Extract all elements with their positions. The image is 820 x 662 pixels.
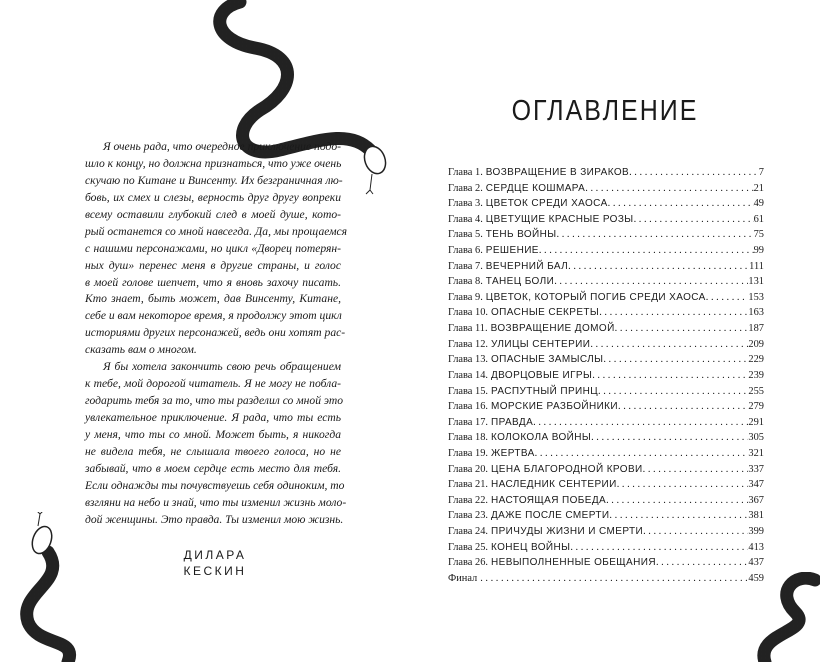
page-number: 75 <box>753 229 764 241</box>
page-number: 279 <box>748 401 764 413</box>
toc-entry[interactable] <box>448 259 764 275</box>
snake-illustration-bottom-left <box>8 512 98 662</box>
text-line: сказать вам о многом. <box>85 343 197 357</box>
page-number: 291 <box>748 416 764 428</box>
text-line: Если однажды ты почувствуешь себя одиноким, то <box>85 478 345 492</box>
toc-entry[interactable] <box>448 227 764 243</box>
page-number: 99 <box>753 245 764 257</box>
text-line: годарить тебя за то, что ты разделил со мной это <box>85 394 344 408</box>
page-number: 381 <box>748 510 764 522</box>
toc-entry[interactable] <box>448 493 764 509</box>
chapter-title: ВОЗВРАЩЕНИЕ ДОМОЙ <box>490 323 615 335</box>
toc-entry[interactable] <box>448 212 764 228</box>
page-number: 153 <box>748 291 764 303</box>
dot-leader <box>609 508 748 524</box>
toc-entry[interactable] <box>448 384 764 400</box>
dot-leader <box>570 540 748 556</box>
page-number: 209 <box>748 338 764 350</box>
text-line: увлекательное приключение. Я рада, что ты есть <box>85 411 341 424</box>
chapter-title: ЦВЕТУЩИЕ КРАСНЫЕ РОЗЫ <box>485 213 634 225</box>
chapter-label: Глава 5. <box>448 229 483 241</box>
dot-leader <box>618 399 748 415</box>
chapter-label: Глава 1. <box>448 167 483 178</box>
table-of-contents <box>448 165 764 586</box>
chapter-title: НЕВЫПОЛНЕННЫЕ ОБЕЩАНИЯ <box>491 557 656 569</box>
dot-leader <box>568 259 749 275</box>
text-line: Я бы хотела закончить свою речь обращением <box>103 360 341 374</box>
dot-leader <box>629 165 759 181</box>
page-number: 187 <box>748 323 764 335</box>
chapter-label: Глава 19. <box>448 447 488 459</box>
text-line: бовь, их смех и слезы, верность друг другу вопреки <box>85 190 341 204</box>
dot-leader <box>634 212 754 228</box>
chapter-title: МОРСКИЕ РАЗБОЙНИКИ <box>491 401 618 413</box>
toc-entry[interactable] <box>448 181 764 197</box>
dot-leader <box>535 446 749 462</box>
chapter-title: ДАЖЕ ПОСЛЕ СМЕРТИ <box>491 510 610 522</box>
toc-entry[interactable] <box>448 352 764 368</box>
author-signature: ДИЛАРА КЕСКИН <box>183 548 247 578</box>
chapter-label: Глава 2. <box>448 182 483 194</box>
chapter-title: ТАНЕЦ БОЛИ <box>485 276 555 288</box>
chapter-label: Глава 14. <box>448 369 488 381</box>
toc-entry[interactable] <box>448 446 764 462</box>
toc-entry[interactable] <box>448 555 764 571</box>
page-number: 347 <box>748 479 764 491</box>
chapter-title: ЦВЕТОК, КОТОРЫЙ ПОГИБ СРЕДИ ХАОСА <box>485 291 706 303</box>
page-number: 49 <box>753 198 764 210</box>
text-line: шло к концу, но должна признаться, что уже очень <box>85 156 342 170</box>
chapter-label: Глава 18. <box>448 432 488 444</box>
chapter-title: ВОЗВРАЩЕНИЕ В ЗИРАКОВ <box>485 167 630 178</box>
chapter-title: НАСТОЯЩАЯ ПОБЕДА <box>491 494 607 506</box>
page-number: 61 <box>753 213 764 225</box>
toc-entry[interactable] <box>448 337 764 353</box>
page-number: 131 <box>748 276 764 288</box>
page-number: 413 <box>748 541 764 553</box>
chapter-label: Финал <box>448 572 478 584</box>
chapter-label: Глава 22. <box>448 494 488 506</box>
dot-leader <box>539 243 754 259</box>
toc-entry[interactable] <box>448 571 764 587</box>
chapter-label: Глава 26. <box>448 557 488 569</box>
chapter-label: Глава 8. <box>448 276 483 288</box>
chapter-title: ОПАСНЫЕ СЕКРЕТЫ <box>491 307 600 319</box>
chapter-label: Глава 6. <box>448 245 483 257</box>
dot-leader <box>643 524 748 540</box>
page-number: 321 <box>748 447 764 459</box>
chapter-label: Глава 13. <box>448 354 488 366</box>
text-line: взгляни на небо и знай, что ты изменил жизнь моло- <box>85 495 347 509</box>
chapter-title: ОПАСНЫЕ ЗАМЫСЛЫ <box>491 354 604 366</box>
chapter-title: ЖЕРТВА <box>491 447 535 459</box>
chapter-label: Глава 7. <box>448 260 483 272</box>
text-line: у меня, что ты со мной. Может быть, я никогда <box>85 427 341 441</box>
dot-leader <box>603 352 748 368</box>
dot-leader <box>706 290 749 306</box>
page-number: 239 <box>748 369 764 381</box>
dot-leader <box>554 274 748 290</box>
chapter-label: Глава 9. <box>448 291 483 303</box>
toc-entry[interactable] <box>448 274 764 290</box>
toc-entry[interactable] <box>448 196 764 212</box>
dot-leader <box>585 181 753 197</box>
chapter-title: СЕРДЦЕ КОШМАРА <box>485 182 586 194</box>
chapter-label: Глава 23. <box>448 510 488 522</box>
page-number: 337 <box>748 463 764 475</box>
dot-leader <box>480 571 748 587</box>
text-line: не видела тебя, не слышала твоего голоса, но не <box>85 444 341 458</box>
text-line: историями других персонажей, ведь они хотят рас- <box>85 326 346 340</box>
toc-entry[interactable] <box>448 321 764 337</box>
page-number: 229 <box>748 354 764 366</box>
chapter-label: Глава 11. <box>448 323 488 335</box>
chapter-title: ПРАВДА <box>491 416 534 428</box>
toc-entry[interactable] <box>448 305 764 321</box>
dot-leader <box>592 368 748 384</box>
chapter-label: Глава 25. <box>448 541 488 553</box>
chapter-title: ДВОРЦОВЫЕ ИГРЫ <box>491 369 593 381</box>
text-line: забывай, что в моем сердце есть место для тебя. <box>85 461 341 475</box>
dot-leader <box>615 321 749 337</box>
chapter-label: Глава 16. <box>448 401 488 413</box>
page-number: 305 <box>748 432 764 444</box>
dot-leader <box>557 227 754 243</box>
chapter-title: КОНЕЦ ВОЙНЫ <box>491 541 571 553</box>
toc-entry[interactable] <box>448 477 764 493</box>
dot-leader <box>591 430 748 446</box>
chapter-title: ВЕЧЕРНИЙ БАЛ <box>485 260 569 272</box>
text-line: Кто знает, быть может, дав Винсенту, Китане, <box>85 292 341 306</box>
chapter-title: ТЕНЬ ВОЙНЫ <box>485 229 557 241</box>
afterword-text <box>85 139 348 529</box>
chapter-label: Глава 12. <box>448 338 488 350</box>
toc-entry[interactable] <box>448 399 764 415</box>
chapter-title: ЦЕНА БЛАГОРОДНОЙ КРОВИ <box>491 463 643 475</box>
text-line: в моей голове шепчет, что я вновь захочу писать. <box>85 275 341 289</box>
chapter-title: УЛИЦЫ СЕНТЕРИИ <box>491 338 591 350</box>
chapter-title: НАСЛЕДНИК СЕНТЕРИИ <box>491 479 617 491</box>
page-number: 367 <box>748 494 764 506</box>
dot-leader <box>617 477 749 493</box>
toc-title: ОГЛАВЛЕНИЕ <box>511 94 699 128</box>
toc-entry[interactable] <box>448 415 764 431</box>
toc-entry[interactable] <box>448 462 764 478</box>
text-line: скучаю по Китане и Винсенту. Их безграничная лю- <box>85 173 343 187</box>
dot-leader <box>599 305 748 321</box>
toc-entry[interactable] <box>448 508 764 524</box>
chapter-label: Глава 17. <box>448 416 488 428</box>
toc-entry[interactable] <box>448 368 764 384</box>
dot-leader <box>656 555 748 571</box>
page-number: 21 <box>753 182 764 194</box>
text-line: Я очень рада, что очередное приключение подо- <box>103 140 341 153</box>
page-number: 7 <box>758 167 764 178</box>
toc-entry[interactable] <box>448 430 764 446</box>
toc-entry[interactable] <box>448 290 764 306</box>
page-number: 163 <box>748 307 764 319</box>
toc-entry[interactable] <box>448 540 764 556</box>
text-line: дой женщины. Это правда. Ты изменил мою жизнь. <box>85 512 344 526</box>
chapter-label: Глава 15. <box>448 385 488 397</box>
chapter-label: Глава 20. <box>448 463 488 475</box>
chapter-title: КОЛОКОЛА ВОЙНЫ <box>491 432 592 444</box>
chapter-title: ЦВЕТОК СРЕДИ ХАОСА <box>485 198 608 210</box>
dot-leader <box>643 462 749 478</box>
text-line: себе и вам некоторое время, я продолжу этот цикл <box>85 309 342 323</box>
dot-leader <box>598 384 748 400</box>
toc-entry[interactable] <box>448 243 764 259</box>
page-number: 459 <box>748 572 764 584</box>
chapter-label: Глава 10. <box>448 307 488 319</box>
page-number: 255 <box>748 385 764 397</box>
toc-entry[interactable] <box>448 524 764 540</box>
text-line: с нашими персонажами, но цикл «Дворец потерян- <box>85 241 341 255</box>
page-number: 111 <box>749 260 764 272</box>
dot-leader <box>608 196 754 212</box>
dot-leader <box>533 415 748 431</box>
chapter-title: РАСПУТНЫЙ ПРИНЦ <box>491 385 599 397</box>
chapter-label: Глава 21. <box>448 479 488 491</box>
page-number: 437 <box>748 557 764 569</box>
text-line: всему оставили глубокий след в моей душе, кото- <box>85 207 341 221</box>
chapter-label: Глава 4. <box>448 213 483 225</box>
text-line: рый останется со мной навсегда. Да, мы прощаемся <box>85 224 348 238</box>
chapter-title: ПРИЧУДЫ ЖИЗНИ И СМЕРТИ <box>491 526 644 538</box>
text-line: ных душ» перенес меня в другие страны, и голос <box>85 258 341 272</box>
dot-leader <box>606 493 748 509</box>
chapter-title: РЕШЕНИЕ <box>485 245 539 257</box>
toc-entry[interactable] <box>448 165 764 181</box>
text-line: к тебе, мой дорогой читатель. Я не могу не побла- <box>85 377 341 391</box>
chapter-label: Глава 3. <box>448 198 483 210</box>
page-number: 399 <box>748 526 764 538</box>
chapter-label: Глава 24. <box>448 526 488 538</box>
dot-leader <box>590 337 748 353</box>
